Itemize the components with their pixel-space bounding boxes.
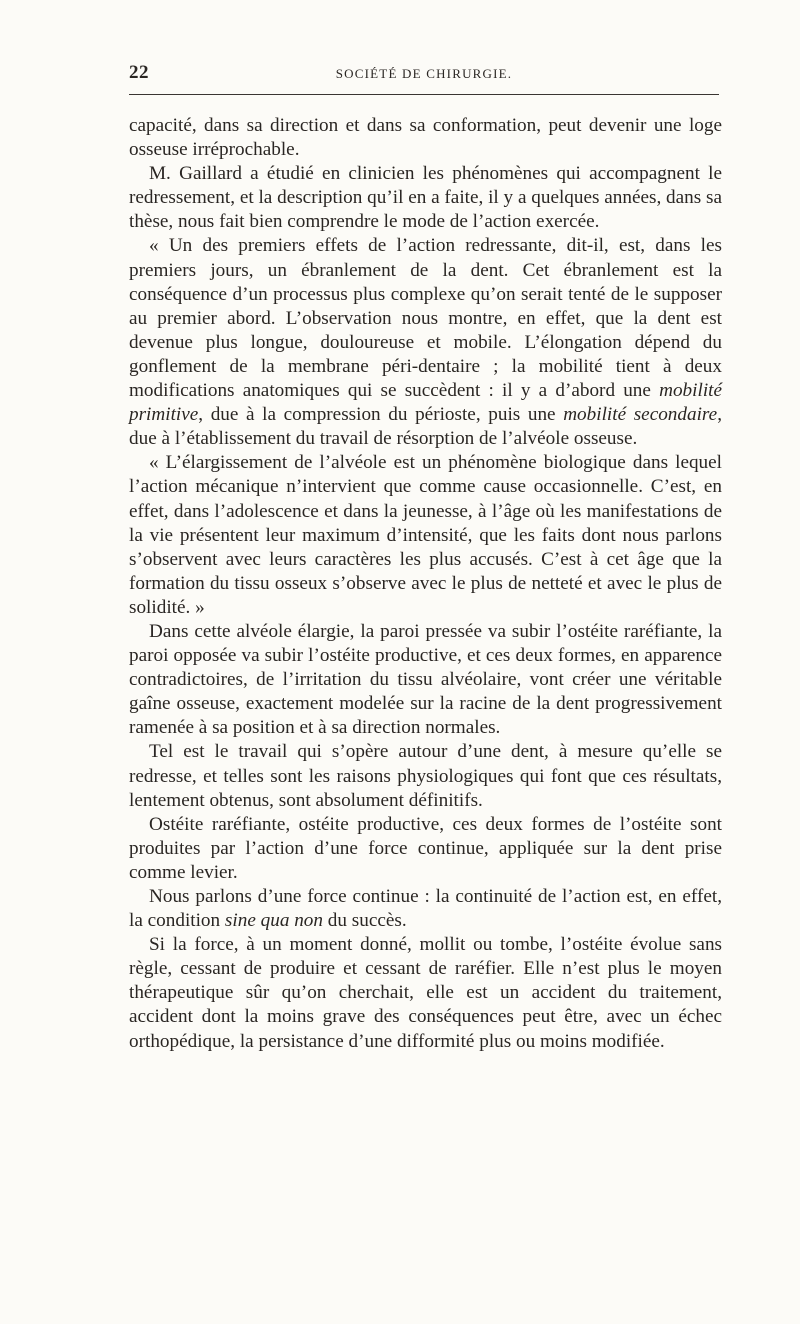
header-rule (129, 94, 719, 95)
running-title: SOCIÉTÉ DE CHIRURGIE. (335, 66, 513, 81)
text-run: capacité, dans sa direction et dans sa conformation, peut devenir une loge osseuse irréprochable. (129, 115, 722, 161)
italic-run: mobilité primitive (129, 380, 722, 426)
text-run: Dans cette alvéole élargie, la paroi pressée va subir l’ostéite raréfiante, la paroi opposée va subir l’ostéite productive, et ces deux formes, en apparence contradictoires, de l’irritation du tissu alvéolaire, vont créer une véritable gaîne osseuse, exactement modelée sur la racine de la dent progressivement ramenée à sa position et à sa direction normales. (129, 620, 722, 739)
italic-run: sine qua non (224, 910, 323, 932)
text-run: du succès. (323, 910, 407, 932)
body-paragraph (129, 451, 722, 620)
page-header (129, 62, 719, 92)
text-run: Si la force, à un moment donné, mollit ou tombe, l’ostéite évolue sans règle, cessant de produire et cessant de raréfier. Elle n’est plus le moyen thérapeutique sûr qu’on cherchait, elle est un accident du traitement, accident dont la moins grave des conséquences peut être, avec un échec orthopédique, la persistance d’une difformité plus ou moins modifiée. (129, 934, 722, 1052)
text-run: « Un des premiers effets de l’action redressante, dit-il, est, dans les premiers jours, un ébranlement de la dent. Cet ébranlement est la conséquence d’un processus plus complexe qu’on serait tenté de le supposer au premier abord. L’observation nous montre, en effet, que la dent est devenue plus longue, douloureuse et mobile. L’élongation dépend du gonflement de la membrane péri-dentaire ; la mobilité tient à deux modifications anatomiques qui se succèdent : il y a d’abord une (129, 235, 722, 402)
body-paragraph (129, 620, 722, 740)
text-run: Nous parlons d’une force continue : la continuité de l’action est, en effet, la condition (129, 886, 722, 932)
text-run: Ostéite raréfiante, ostéite productive, ces deux formes de l’ostéite sont produites par l’action d’une force continue, appliquée sur la dent prise comme levier. (129, 813, 722, 883)
text-run: « L’élargissement de l’alvéole est un phénomène biologique dans lequel l’action mécanique n’intervient que comme cause occasionnelle. C’est, en effet, dans l’adolescence et dans la jeunesse, à l’âge où les manifestations de la vie présentent leur maximum d’intensité, que les faits dont nous parlons s’observent avec leurs caractères les plus accusés. C’est à cet âge que la formation du tissu osseux s’observe avec le plus de netteté et avec le plus de solidité. » (129, 452, 722, 618)
text-run: , due à la compression du périoste, puis une (198, 404, 564, 426)
text-run: , due à l’établissement du travail de résorption de l’alvéole osseuse. (129, 404, 722, 450)
text-run: Tel est le travail qui s’opère autour d’une dent, à mesure qu’elle se redresse, et telles sont les raisons physiologiques qui font que ces résultats, lentement obtenus, sont absolument définitifs. (129, 741, 722, 811)
body-paragraph (129, 162, 722, 234)
body-paragraph (129, 740, 722, 812)
body-paragraph (129, 885, 722, 933)
text-run: M. Gaillard a étudié en clinicien les phénomènes qui accompagnent le redressement, et la description qu’il en a faite, il y a quelques années, dans sa thèse, nous fait bien comprendre le mode de l’action exercée. (129, 163, 723, 233)
italic-run: mobilité secondaire (563, 404, 718, 426)
body-text (129, 114, 722, 1054)
body-paragraph (129, 234, 722, 451)
body-paragraph (129, 114, 722, 162)
page-number: 22 (129, 62, 149, 83)
body-paragraph (129, 813, 722, 885)
body-paragraph (129, 933, 722, 1053)
